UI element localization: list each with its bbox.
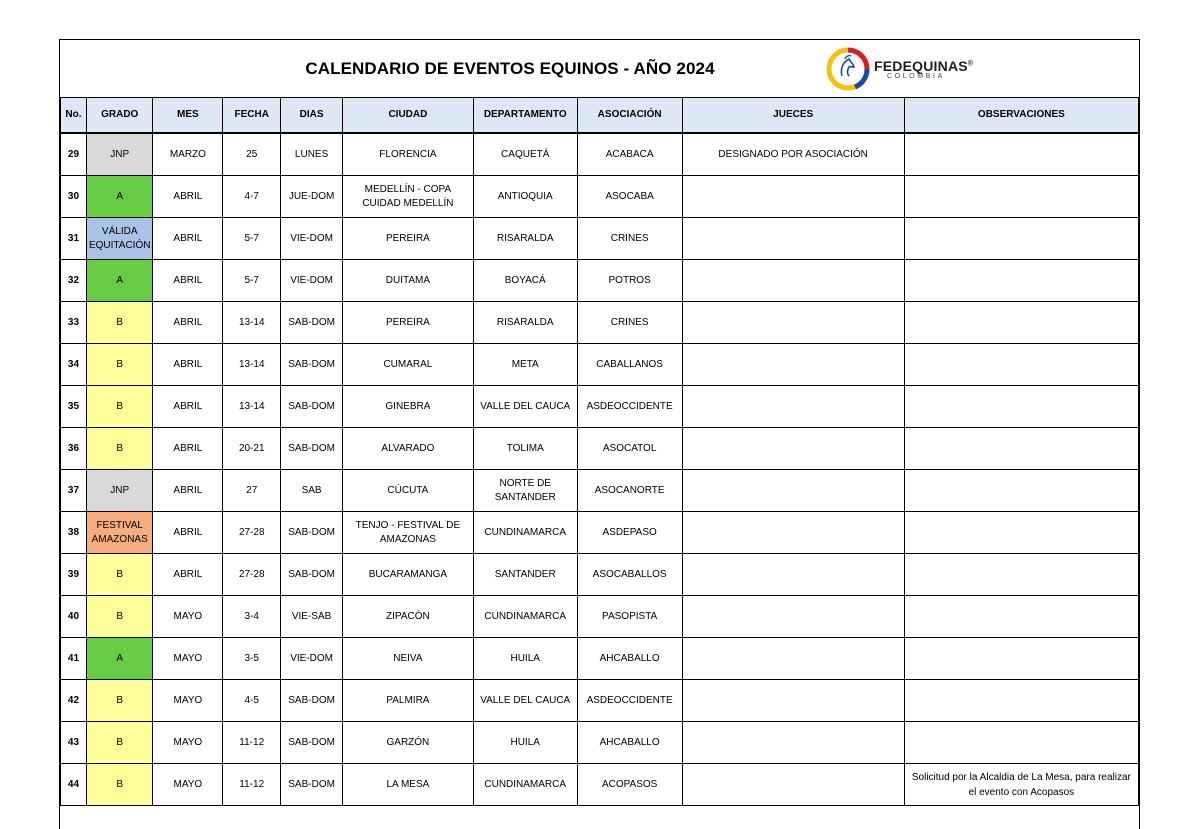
cell-dias: SAB-DOM [281,680,343,722]
cell-dias: SAB-DOM [281,512,343,554]
cell-jueces [682,512,904,554]
header-ciudad: CIUDAD [343,98,474,134]
cell-no: 41 [61,638,87,680]
cell-ciudad: TENJO - FESTIVAL DE AMAZONAS [343,512,474,554]
cell-jueces [682,344,904,386]
cell-observaciones [904,722,1138,764]
cell-asociacion: ASOCANORTE [577,470,682,512]
cell-departamento: VALLE DEL CAUCA [473,680,577,722]
cell-no: 31 [61,218,87,260]
cell-no: 34 [61,344,87,386]
header-asociacion: ASOCIACIÓN [577,98,682,134]
cell-departamento: CUNDINAMARCA [473,596,577,638]
cell-jueces [682,386,904,428]
cell-grado: B [86,554,152,596]
cell-mes: ABRIL [153,386,223,428]
cell-departamento: HUILA [473,638,577,680]
cell-jueces: DESIGNADO POR ASOCIACIÓN [682,133,904,176]
cell-no: 38 [61,512,87,554]
cell-asociacion: CRINES [577,302,682,344]
cell-ciudad: DUITAMA [343,260,474,302]
cell-departamento: SANTANDER [473,554,577,596]
horse-emblem-icon [825,45,871,91]
cell-ciudad: FLORENCIA [343,133,474,176]
cell-observaciones [904,133,1138,176]
cell-observaciones [904,680,1138,722]
cell-jueces [682,428,904,470]
cell-departamento: CUNDINAMARCA [473,512,577,554]
cell-departamento: NORTE DE SANTANDER [473,470,577,512]
cell-dias: SAB [281,470,343,512]
table-row [61,512,1139,554]
cell-departamento: CAQUETÁ [473,133,577,176]
cell-departamento: TOLIMA [473,428,577,470]
cell-asociacion: ACOPASOS [577,764,682,806]
cell-mes: MAYO [153,764,223,806]
cell-ciudad: CÚCUTA [343,470,474,512]
header-fecha: FECHA [223,98,281,134]
cell-departamento: HUILA [473,722,577,764]
cell-mes: MAYO [153,722,223,764]
cell-no: 35 [61,386,87,428]
page-title: CALENDARIO DE EVENTOS EQUINOS - AÑO 2024 [305,59,715,78]
table-row [61,302,1139,344]
cell-fecha: 13-14 [223,386,281,428]
cell-mes: ABRIL [153,176,223,218]
cell-dias: LUNES [281,133,343,176]
cell-asociacion: ACABACA [577,133,682,176]
cell-ciudad: CUMARAL [343,344,474,386]
cell-departamento: RISARALDA [473,302,577,344]
cell-fecha: 25 [223,133,281,176]
logo-wordmark: FEDEQUINAS® [874,58,974,74]
header-grado: GRADO [86,98,152,134]
cell-mes: ABRIL [153,554,223,596]
cell-jueces [682,680,904,722]
cell-dias: SAB-DOM [281,344,343,386]
cell-fecha: 5-7 [223,260,281,302]
cell-no: 37 [61,470,87,512]
cell-observaciones [904,470,1138,512]
header-no: No. [61,98,87,134]
cell-mes: MAYO [153,596,223,638]
cell-mes: ABRIL [153,470,223,512]
cell-ciudad: LA MESA [343,764,474,806]
table-row [61,638,1139,680]
cell-jueces [682,554,904,596]
cell-observaciones [904,512,1138,554]
table-row [61,596,1139,638]
cell-mes: MARZO [153,133,223,176]
cell-asociacion: ASOCATOL [577,428,682,470]
cell-fecha: 27-28 [223,554,281,596]
cell-fecha: 11-12 [223,722,281,764]
cell-asociacion: AHCABALLO [577,638,682,680]
cell-fecha: 5-7 [223,218,281,260]
cell-grado: B [86,764,152,806]
cell-no: 32 [61,260,87,302]
cell-jueces [682,176,904,218]
table-row [61,764,1139,806]
table-row [61,386,1139,428]
cell-observaciones [904,176,1138,218]
table-row [61,218,1139,260]
cell-grado: B [86,302,152,344]
cell-dias: SAB-DOM [281,428,343,470]
cell-asociacion: PASOPISTA [577,596,682,638]
cell-dias: VIE-DOM [281,638,343,680]
cell-jueces [682,722,904,764]
cell-ciudad: NEIVA [343,638,474,680]
header-row [61,98,1139,134]
cell-dias: JUE-DOM [281,176,343,218]
cell-observaciones [904,302,1138,344]
cell-fecha: 4-7 [223,176,281,218]
cell-dias: SAB-DOM [281,302,343,344]
cell-jueces [682,218,904,260]
cell-ciudad: GARZÓN [343,722,474,764]
cell-no: 40 [61,596,87,638]
cell-grado: B [86,428,152,470]
registered-mark: ® [967,60,974,68]
cell-asociacion: ASDEOCCIDENTE [577,386,682,428]
cell-ciudad: PEREIRA [343,218,474,260]
cell-grado: B [86,596,152,638]
cell-jueces [682,470,904,512]
cell-grado: JNP [86,133,152,176]
cell-mes: ABRIL [153,218,223,260]
logo-subtitle: COLOMBIA [887,73,945,80]
cell-asociacion: CRINES [577,218,682,260]
header-dias: DIAS [281,98,343,134]
cell-jueces [682,638,904,680]
cell-observaciones [904,344,1138,386]
table-row [61,722,1139,764]
cell-ciudad: MEDELLÍN - COPA CUIDAD MEDELLÍN [343,176,474,218]
cell-departamento: BOYACÁ [473,260,577,302]
cell-asociacion: ASDEPASO [577,512,682,554]
header-departamento: DEPARTAMENTO [473,98,577,134]
cell-grado: FESTIVAL AMAZONAS [86,512,152,554]
cell-departamento: RISARALDA [473,218,577,260]
cell-fecha: 3-5 [223,638,281,680]
cell-grado: A [86,260,152,302]
cell-grado: JNP [86,470,152,512]
cell-no: 33 [61,302,87,344]
cell-dias: VIE-SAB [281,596,343,638]
cell-dias: VIE-DOM [281,260,343,302]
cell-grado: B [86,344,152,386]
cell-dias: SAB-DOM [281,764,343,806]
cell-mes: ABRIL [153,302,223,344]
cell-no: 36 [61,428,87,470]
cell-observaciones [904,428,1138,470]
cell-observaciones: Solicitud por la Alcaldia de La Mesa, para realizar el evento con Acopasos [904,764,1138,806]
cell-asociacion: ASDEOCCIDENTE [577,680,682,722]
cell-ciudad: ALVARADO [343,428,474,470]
cell-no: 42 [61,680,87,722]
cell-observaciones [904,596,1138,638]
cell-grado: VÁLIDA EQUITACIÓN [86,218,152,260]
cell-asociacion: CABALLANOS [577,344,682,386]
cell-fecha: 27-28 [223,512,281,554]
events-table [60,97,1139,806]
cell-no: 44 [61,764,87,806]
calendar-sheet [59,39,1140,829]
cell-dias: SAB-DOM [281,722,343,764]
table-row [61,176,1139,218]
cell-ciudad: PALMIRA [343,680,474,722]
cell-fecha: 13-14 [223,302,281,344]
cell-ciudad: BUCARAMANGA [343,554,474,596]
cell-jueces [682,260,904,302]
cell-grado: A [86,176,152,218]
cell-no: 39 [61,554,87,596]
cell-no: 29 [61,133,87,176]
cell-grado: B [86,386,152,428]
cell-ciudad: ZIPACÓN [343,596,474,638]
cell-no: 30 [61,176,87,218]
cell-fecha: 3-4 [223,596,281,638]
cell-observaciones [904,260,1138,302]
cell-observaciones [904,218,1138,260]
title-bar [60,40,1139,97]
cell-jueces [682,302,904,344]
cell-fecha: 13-14 [223,344,281,386]
cell-departamento: CUNDINAMARCA [473,764,577,806]
table-row [61,428,1139,470]
header-jueces: JUECES [682,98,904,134]
cell-fecha: 27 [223,470,281,512]
cell-mes: ABRIL [153,512,223,554]
table-row [61,554,1139,596]
cell-grado: B [86,680,152,722]
cell-mes: ABRIL [153,344,223,386]
cell-asociacion: AHCABALLO [577,722,682,764]
header-mes: MES [153,98,223,134]
cell-grado: A [86,638,152,680]
cell-departamento: VALLE DEL CAUCA [473,386,577,428]
cell-jueces [682,764,904,806]
cell-observaciones [904,638,1138,680]
cell-mes: ABRIL [153,428,223,470]
cell-departamento: META [473,344,577,386]
cell-departamento: ANTIOQUIA [473,176,577,218]
cell-mes: MAYO [153,638,223,680]
cell-no: 43 [61,722,87,764]
cell-observaciones [904,554,1138,596]
cell-mes: ABRIL [153,260,223,302]
events-table-body [61,133,1139,806]
table-row [61,680,1139,722]
cell-dias: SAB-DOM [281,554,343,596]
cell-mes: MAYO [153,680,223,722]
cell-jueces [682,596,904,638]
header-observaciones: OBSERVACIONES [904,98,1138,134]
cell-fecha: 20-21 [223,428,281,470]
fedequinas-logo [825,45,995,91]
table-row [61,344,1139,386]
cell-asociacion: ASOCABALLOS [577,554,682,596]
cell-ciudad: PEREIRA [343,302,474,344]
cell-asociacion: POTROS [577,260,682,302]
table-row [61,133,1139,176]
cell-dias: SAB-DOM [281,386,343,428]
cell-observaciones [904,386,1138,428]
cell-fecha: 4-5 [223,680,281,722]
table-row [61,260,1139,302]
cell-asociacion: ASOCABA [577,176,682,218]
table-row [61,470,1139,512]
cell-fecha: 11-12 [223,764,281,806]
cell-grado: B [86,722,152,764]
cell-dias: VIE-DOM [281,218,343,260]
cell-ciudad: GINEBRA [343,386,474,428]
